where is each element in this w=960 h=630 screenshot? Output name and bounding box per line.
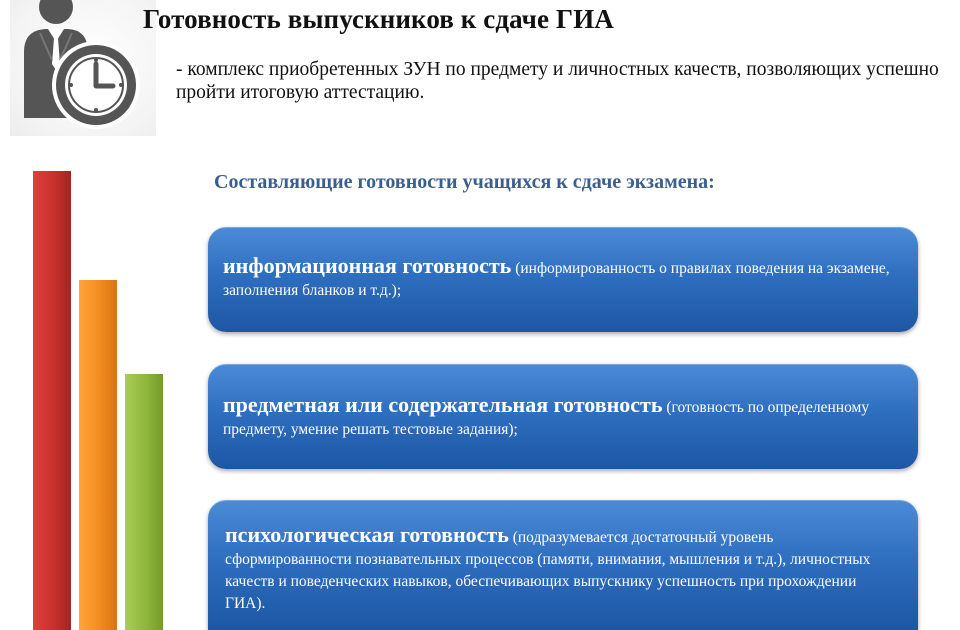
decorative-bar-green <box>125 374 163 630</box>
decorative-bar-red <box>33 171 71 630</box>
card-lead: психологическая готовность <box>225 522 509 547</box>
readiness-card-psychological <box>208 500 918 630</box>
card-lead: предметная или содержательная готовность <box>223 392 663 417</box>
card-detail: (готовность по определенному предмету, умение решать тестовые задания); <box>223 399 870 438</box>
readiness-card-informational <box>208 227 918 332</box>
businessman-clock-icon <box>10 0 156 136</box>
decorative-bar-orange <box>79 280 117 630</box>
section-subheading: Составляющие готовности учащихся к сдаче экзамена: <box>214 171 715 193</box>
card-lead: информационная готовность <box>223 253 512 278</box>
card-detail: (информированность о правилах поведения на экзамене, заполнения бланков и т.д.); <box>223 260 890 299</box>
definition-text: - комплекс приобретенных ЗУН по предмету и личностных качеств, позволяющих успешно пройти итоговую аттестацию. <box>176 59 939 103</box>
readiness-card-subject <box>208 364 918 469</box>
page-title: Готовность выпускников к сдаче ГИА <box>143 4 614 34</box>
card-detail: (подразумевается достаточный уровень сформированности познавательных процессов (памяти, внимания, мышления и т.д.), личностных качеств и поведенческих навыков, обеспечивающих выпускнику успешность при прохождении ГИА). <box>225 529 871 612</box>
